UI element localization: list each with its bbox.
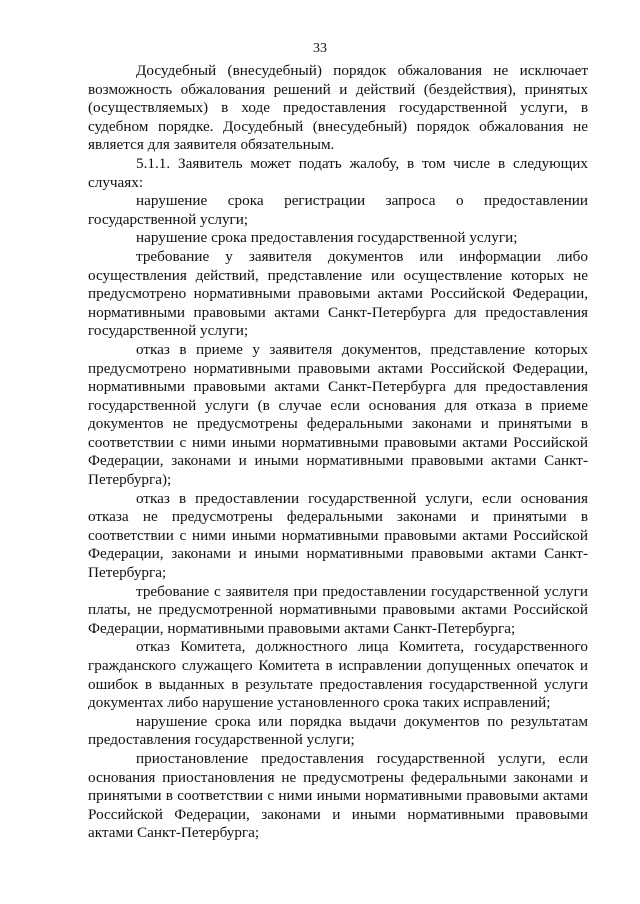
page-number: 33 xyxy=(313,41,327,56)
paragraph-case-document-refusal: отказ в приеме у заявителя документов, представление которых предусмотрено нормативными правовыми актами Российской Федерации, нормативными правовыми актами Санкт-Петербурга для предоставления государственной услуги (в случае если основания для отказа в приеме документов не предусмотрены федеральными законами и принятыми в соответствии с ними иными нормативными правовыми актами Российской Федерации, законами и иными нормативными правовыми актами Санкт-Петербурга); xyxy=(88,340,588,489)
paragraph-case-service-refusal: отказ в предоставлении государственной услуги, если основания отказа не предусмотрены федеральными законами и принятыми в соответствии с ними иными нормативными правовыми актами Российской Федерации, законами и иными нормативными правовыми актами Санкт-Петербурга; xyxy=(88,489,588,582)
paragraph-pretrial-appeal: Досудебный (внесудебный) порядок обжалования не исключает возможность обжалования решений и действий (бездействия), принятых (осуществляемых) в ходе предоставления государственной услуги, в судебном порядке. Досудебный (внесудебный) порядок обжалования не является для заявителя обязательным. xyxy=(88,62,588,154)
paragraph-complaint-cases: 5.1.1. Заявитель может подать жалобу, в том числе в следующих случаях: xyxy=(88,154,588,191)
paragraph-case-correction-refusal: отказ Комитета, должностного лица Комитета, государственного гражданского служащего Комитета в исправлении допущенных опечаток и ошибок в выданных в результате предоставления государственной услуги документах либо нарушение установленного срока таких исправлений; xyxy=(88,638,588,712)
paragraph-case-service-term: нарушение срока предоставления государственной услуги; xyxy=(136,229,518,247)
paragraph-case-registration-term: нарушение срока регистрации запроса о предоставлении государственной услуги; xyxy=(88,192,588,228)
paragraph-case-issuance-term: нарушение срока или порядка выдачи документов по результатам предоставления государственной услуги; xyxy=(88,712,588,749)
paragraph-case-extra-documents: требование у заявителя документов или информации либо осуществления действий, представление или осуществление которых не предусмотрено нормативными правовыми актами Российской Федерации, нормативными правовыми актами Санкт-Петербурга для предоставления государственной услуги; xyxy=(88,247,588,340)
paragraph-case-fee: требование с заявителя при предоставлении государственной услуги платы, не предусмотренной нормативными правовыми актами Российской Федерации, нормативными правовыми актами Санкт-Петербурга; xyxy=(88,582,588,637)
document-body xyxy=(88,62,588,843)
paragraph-case-suspension: приостановление предоставления государственной услуги, если основания приостановления не предусмотрены федеральными законами и принятыми в соответствии с ними иными нормативными правовыми актами Российской Федерации, законами и иными нормативными правовыми актами Санкт-Петербурга; xyxy=(88,749,588,842)
